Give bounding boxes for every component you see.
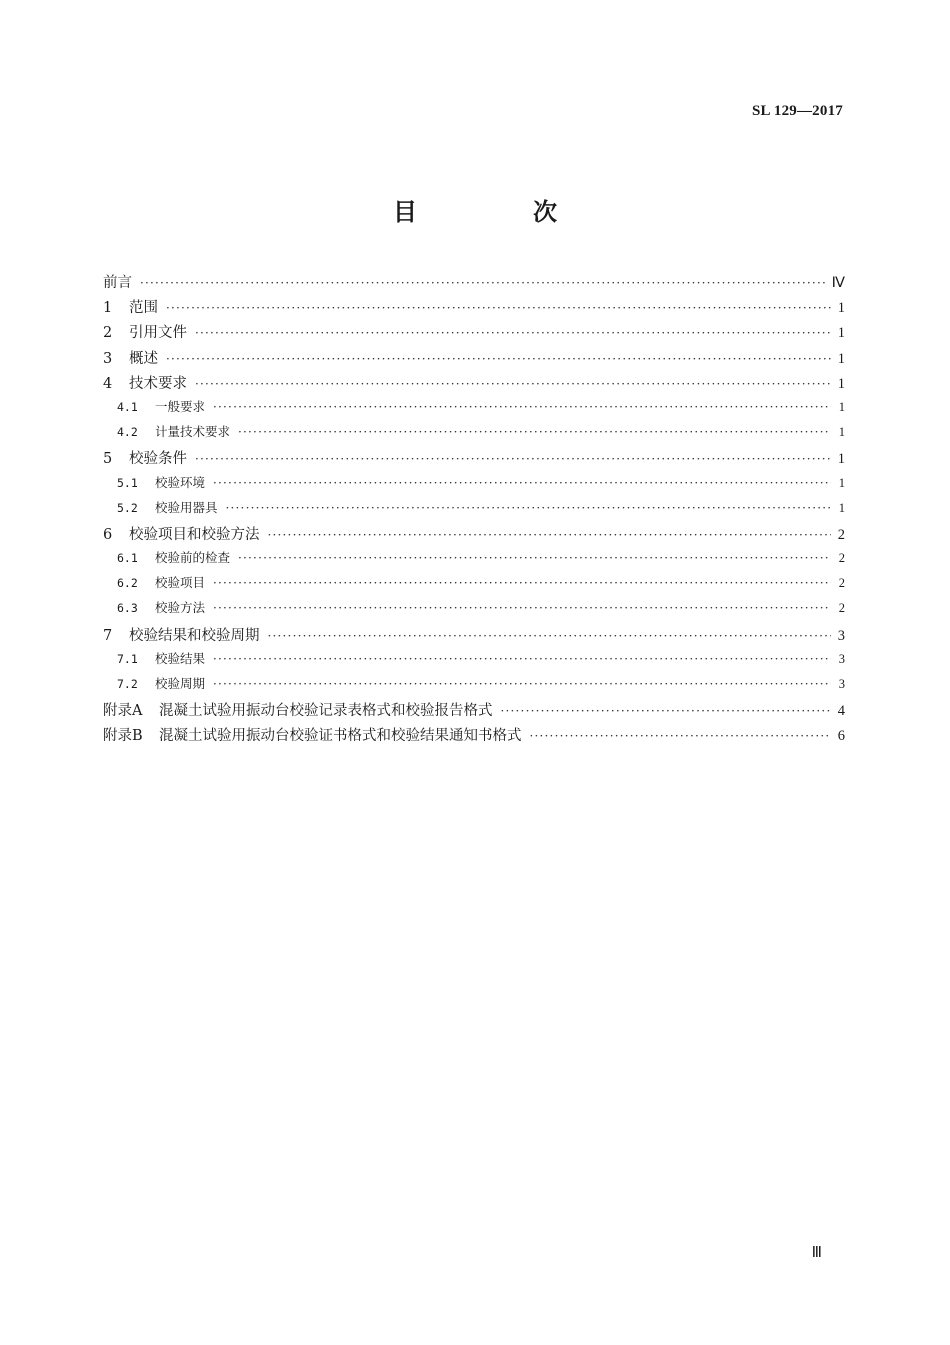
toc-entry-label: 混凝土试验用振动台校验证书格式和校验结果通知书格式 (159, 728, 522, 745)
toc-entry-number: 附录A (103, 703, 143, 720)
toc-entry-number: 2 (103, 325, 113, 342)
toc-entry-label: 校验条件 (129, 451, 187, 468)
toc-entry-4[interactable] (103, 372, 845, 397)
toc-entry-label: 概述 (129, 350, 158, 367)
toc-entry-page: 3 (837, 627, 845, 644)
toc-entry-3[interactable] (103, 347, 845, 372)
toc-entry-4-2[interactable] (103, 422, 845, 447)
toc-entry-5-2[interactable] (103, 498, 845, 523)
dot-leader (501, 704, 832, 718)
toc-entry-number: 4.2 (117, 425, 138, 440)
toc-entry-page: 1 (837, 451, 845, 468)
dot-leader (140, 276, 828, 290)
toc-entry-7[interactable] (103, 624, 845, 649)
toc-entry-number: 7.1 (117, 651, 138, 666)
toc-entry-label: 一般要求 (155, 398, 206, 414)
toc-entry-label: 校验项目和校验方法 (129, 526, 260, 543)
toc-entry-page: 1 (837, 300, 845, 317)
toc-entry-label: 引用文件 (129, 325, 187, 342)
toc-entry-number: 6.3 (117, 601, 138, 616)
toc-entry-label: 校验用器具 (155, 499, 218, 515)
toc-entry-label: 校验结果和校验周期 (129, 627, 260, 644)
toc-entry-label: 范围 (129, 300, 158, 317)
toc-entry-page: 2 (838, 551, 845, 566)
page-title: 目 次 (393, 198, 603, 226)
toc-entry-number: 6.1 (117, 551, 138, 566)
table-of-contents (103, 271, 845, 750)
toc-entry-page: 2 (838, 576, 845, 591)
standard-code: SL 129—2017 (752, 103, 843, 119)
dot-leader (213, 652, 831, 666)
dot-leader (166, 301, 831, 315)
toc-entry-label: 校验结果 (155, 650, 206, 666)
toc-entry-page: 1 (838, 500, 845, 515)
toc-entry-page: 3 (838, 651, 845, 666)
toc-entry-6[interactable] (103, 523, 845, 548)
dot-leader (268, 629, 832, 643)
toc-entry-page: 2 (837, 526, 845, 543)
dot-leader (238, 551, 831, 565)
toc-entry-number: 1 (103, 300, 113, 317)
toc-entry-label: 校验前的检查 (155, 550, 231, 566)
toc-entry-number: 7 (103, 627, 113, 644)
toc-entry-page: 4 (837, 703, 845, 720)
toc-entry-label: 校验环境 (155, 474, 206, 490)
toc-entry-5[interactable] (103, 447, 845, 472)
toc-entry-6-3[interactable] (103, 598, 845, 623)
dot-leader (195, 377, 831, 391)
toc-entry-appendix-a[interactable] (103, 699, 845, 724)
page-number: Ⅲ (811, 1245, 822, 1261)
toc-entry-1[interactable] (103, 296, 845, 321)
dot-leader (195, 452, 831, 466)
toc-entry-number: 5.2 (117, 500, 138, 515)
toc-entry-label: 校验项目 (155, 575, 206, 591)
toc-entry-6-1[interactable] (103, 548, 845, 573)
toc-entry-foreword[interactable] (103, 271, 845, 296)
toc-entry-label: 前言 (103, 275, 132, 291)
toc-entry-6-2[interactable] (103, 573, 845, 598)
toc-entry-number: 6 (103, 526, 113, 543)
toc-entry-label: 校验方法 (155, 600, 206, 616)
toc-entry-page: 1 (837, 350, 845, 367)
dot-leader (226, 501, 831, 515)
toc-entry-number: 7.2 (117, 677, 138, 691)
toc-entry-label: 技术要求 (129, 375, 187, 392)
toc-entry-7-1[interactable] (103, 649, 845, 674)
toc-entry-page: 1 (837, 375, 845, 392)
dot-leader (213, 576, 831, 590)
toc-entry-2[interactable] (103, 321, 845, 346)
toc-entry-label: 校验周期 (155, 676, 206, 691)
toc-entry-number: 6.2 (117, 576, 138, 591)
dot-leader (213, 677, 831, 691)
toc-entry-number: 附录B (103, 728, 143, 745)
dot-leader (213, 601, 831, 615)
toc-entry-number: 4 (103, 375, 113, 392)
dot-leader (268, 528, 832, 542)
toc-entry-label: 混凝土试验用振动台校验记录表格式和校验报告格式 (159, 703, 493, 720)
toc-entry-number: 3 (103, 350, 113, 367)
toc-entry-page: 1 (837, 325, 845, 342)
toc-entry-page: Ⅳ (831, 275, 845, 291)
toc-entry-page: 1 (838, 475, 845, 490)
toc-entry-number: 5 (103, 451, 113, 468)
toc-entry-page: 1 (838, 399, 845, 414)
toc-entry-page: 3 (838, 677, 845, 691)
toc-entry-7-2[interactable] (103, 674, 845, 699)
toc-entry-page: 2 (838, 601, 845, 616)
toc-entry-page: 6 (837, 728, 845, 745)
dot-leader (213, 476, 831, 490)
toc-entry-label: 计量技术要求 (155, 424, 231, 440)
toc-entry-number: 4.1 (117, 399, 138, 414)
toc-entry-appendix-b[interactable] (103, 724, 845, 749)
toc-entry-number: 5.1 (117, 475, 138, 490)
dot-leader (166, 352, 831, 366)
dot-leader (213, 400, 831, 414)
toc-entry-5-1[interactable] (103, 473, 845, 498)
dot-leader (238, 425, 831, 439)
toc-entry-4-1[interactable] (103, 397, 845, 422)
dot-leader (195, 326, 831, 340)
dot-leader (530, 729, 832, 743)
toc-entry-page: 1 (838, 425, 845, 440)
